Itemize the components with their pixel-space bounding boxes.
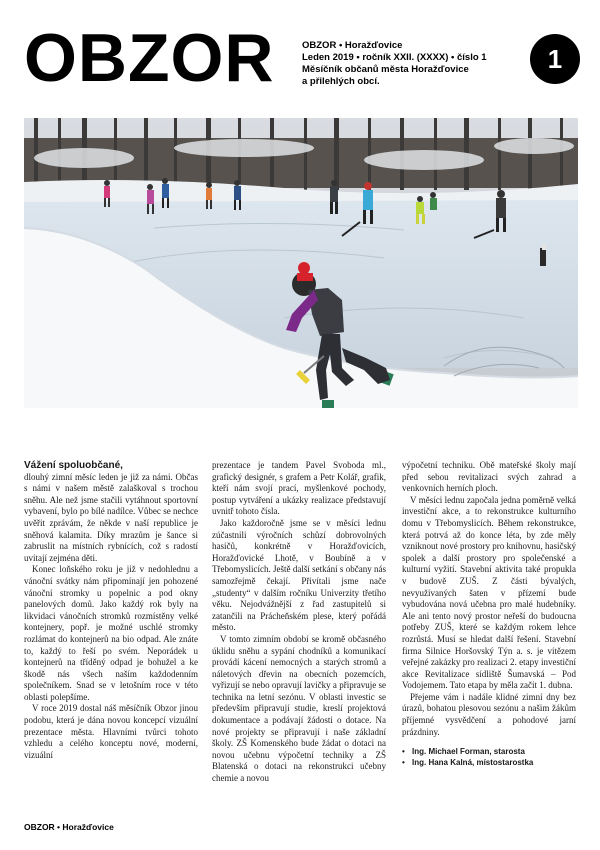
meta-line: Měsíčník občanů města Horažďovice	[302, 64, 469, 75]
page-footer: OBZOR • Horažďovice	[24, 822, 114, 832]
article-paragraph: Přejeme vám i nadále klidné zimní dny bez úrazů, bohatou plesovou sezónu a našim žákům příjemné vysvědčení a pohodové jarní prázdniny.	[402, 691, 576, 737]
article-paragraph: V tomto zimním období se kromě občasného úklidu sněhu a sypání chodníků a komunikací provádí kácení nemocných a starých stromů a náletových dřevin na obecních pozemcích, vyřizují se nebo opravují lavičky a připravuje se technika na letní sezónu. V oblasti investic se především připravují studie, kreslí projektová dokumentace a podávají žádosti o dotace. Na nové projekty se připravují i naše základní školy. ZŠ Komenského bude žádat o dotaci na novou učebnu výpočetní techniky a ZŠ Blatenská o dotaci na rekonstrukci učebny chemie a novou	[212, 633, 386, 784]
article-column-2	[212, 460, 386, 785]
masthead-meta	[302, 40, 512, 88]
signature-deputy-mayor: • Ing. Hana Kalná, místostarostka	[402, 757, 576, 768]
meta-line: a přilehlých obcí.	[302, 76, 380, 87]
signature-mayor: • Ing. Michael Forman, starosta	[402, 746, 576, 757]
cover-photo	[24, 118, 578, 408]
meta-line: OBZOR • Horažďovice	[302, 40, 403, 51]
article-paragraph: V měsíci lednu započala jedna poměrně velká investiční akce, a to rekonstrukce kulturního domu v Třebomyslicích. Během rekonstrukce, která potrvá až do konce léta, by zde měly vzniknout nové prostory pro knihovnu, hasičský spolek a další prostory pro společenské a kulturní vyžití. Stavební aktivita také propukla v budově ZUŠ. Z části bývalých, nevyužívaných šaten v přízemí bude vybudována nová učebna pro malé hudebníky. Ale ani tento nový prostor neřeší do budoucna potřeby ZUŠ, které se každým rokem lehce rozrůstá. Musí se hledat další řešení. Stavební firma Silnice Horšovský Týn a. s. je vítězem veřejné zakázky pro realizaci 2. etapy investiční akce Revitalizace sídliště Šumavská – Pod Vodojemem. Tato etapa by měla začít 1. dubna.	[402, 494, 576, 691]
ice-skating-photo	[24, 118, 578, 408]
article-paragraph: prezentace je tandem Pavel Svoboda ml., grafický designér, s grafem a Petr Kolář, grafik, kteří nám svojí prací, myšlenkové pochody, postup vytváření a ukázky realizace představují uvnitř tohoto čísla.	[212, 460, 386, 517]
article-paragraph: V roce 2019 dostal náš měsíčník Obzor jinou podobu, která je dána novou koncepcí vizuální prezentace města. Hlavními tvůrci tohoto vzhledu a celého konceptu nové, moderní, vizuální	[24, 703, 198, 760]
issue-number-badge: 1	[530, 34, 580, 84]
article-paragraph: výpočetní techniku. Obě mateřské školy mají před sebou revitalizaci svých zahrad a venkovních herních ploch.	[402, 460, 576, 494]
signatures	[402, 746, 576, 768]
masthead	[24, 20, 580, 96]
article-column-1	[24, 460, 198, 761]
meta-line: Leden 2019 • ročník XXII. (XXXX) • číslo 1	[302, 52, 487, 63]
article-column-3	[402, 460, 576, 768]
article-paragraph: dlouhý zimní měsíc leden je již za námi. Občas s námi v našem městě zalaškoval s trochou sněhu. Ale než jsme stačili vytáhnout sportovní vybavení, bylo po bílé nadílce. Vůbec se nechce uvěřit zprávám, že někde v naší republice je sněhová kalamita. Díky mrazům je šance si zabruslit na místních rybnících, což s radostí uvítají zejména děti.	[24, 471, 198, 563]
article-paragraph: Konec loňského roku je již v nedohlednu a vánoční svátky nám připomínají jen pohozené vánoční stromky u popelnic a pod okny panelových domů. Jako každý rok byly na likvidaci vánočních stromků rozmístěny velké kontejnery, popř. je možné uschlé stromky rozlámat do kontejnerů na bio odpad. Ale znáte to, každý to řeší po svém. Neporádek u kontejnerů na tříděný odpad je bohužel a ke škodě nás všech naším každodenním společníkem. Snad se v letošním roce v této oblasti polepšíme.	[24, 564, 198, 702]
article-salutation: Vážení spoluobčané,	[24, 460, 123, 471]
logo: OBZOR	[24, 20, 275, 96]
article-paragraph: Jako každoročně jsme se v měsíci lednu zúčastnili výročních schůzí dobrovolných hasičů, konkrétně v Horažďovicích, Horažďovické Lhotě, v Boubíně a v Třebomyslicích. Ještě další setkání s občany nás samozřejmě čekají. Přivítali jsme nače „studenty“ v dalším ročníku Univerzity třetího věku. Nejodvážnější z řad zastupitelů si zatančili na Prácheňském plese, který pořádá město.	[212, 517, 386, 633]
